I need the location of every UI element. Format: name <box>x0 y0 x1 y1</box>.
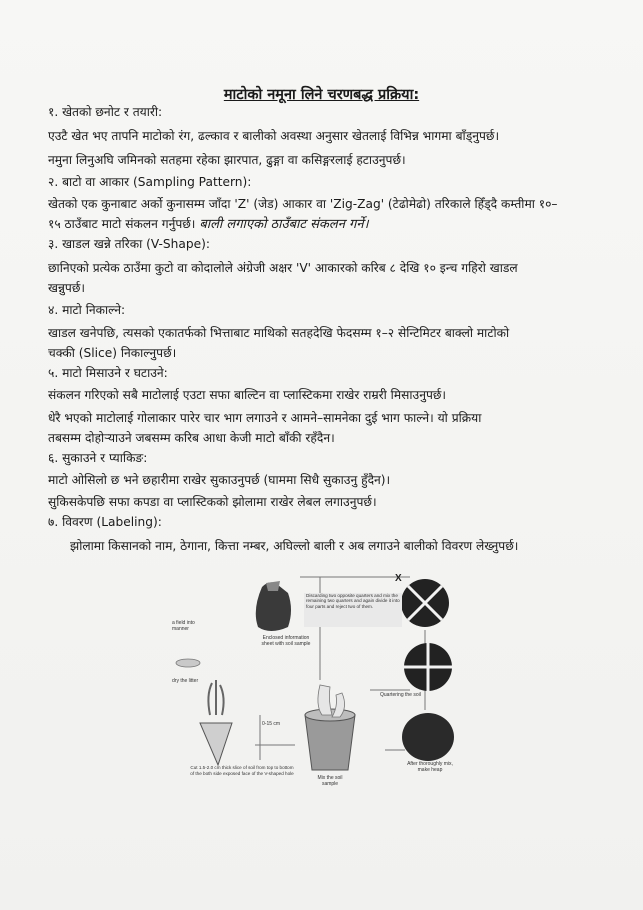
paragraph-line: संकलन गरिएको सबै माटोलाई एउटा सफा बाल्टिन वा प्लास्टिकमा राखेर राम्ररी मिसाउनुपर्छ। <box>48 388 447 402</box>
discard-x-mark: X <box>395 573 402 584</box>
tool-image <box>176 659 200 667</box>
enclosed-sheet-text: Enclosed information sheet with soil sample <box>261 635 311 647</box>
paragraph-line: खन्नुपर्छ। <box>48 281 86 295</box>
paragraph-line: खेतको एक कुनाबाट अर्को कुनासम्म जाँदा 'Z' (जेड) आकार वा 'Zig-Zag' (टेढोमेढो) तरिकाले हिँड्दै कम्तीमा १०– <box>48 197 558 211</box>
paragraph-line: तबसम्म दोहोऱ्याउने जबसम्म करिब आधा केजी माटो बाँकी रहँदैन। <box>48 431 335 445</box>
paragraph-line: झोलामा किसानको नाम, ठेगाना, कित्ता नम्बर, अघिल्लो बाली र अब लगाउने बालीको विवरण लेख्नुपर्छ। <box>70 539 519 553</box>
heading-6: ६. सुकाउने र प्याकिङ: <box>48 451 148 465</box>
paragraph-line: धेरै भएको माटोलाई गोलाकार पारेर चार भाग लगाउने र आमने–सामनेका दुई भाग फाल्ने। यो प्रक्रिया <box>48 411 482 425</box>
paragraph-line: चक्की (Slice) निकाल्नुपर्छ। <box>48 346 177 360</box>
heading-2: २. बाटो वा आकार (Sampling Pattern): <box>48 175 252 189</box>
field-text: a field into manner <box>172 620 195 632</box>
v-shaped-hole-image <box>200 680 260 765</box>
paragraph-line: छानिएको प्रत्येक ठाउँमा कुटो वा कोदालोले अंग्रेजी अक्षर 'V' आकारको करिब ८ देखि १० इन्च गहिरो खाडल <box>48 261 518 275</box>
paragraph-line <box>48 216 369 233</box>
quartered-soil-circle-middle <box>404 643 452 691</box>
heading-1: १. खेतको छनोट र तयारी: <box>48 105 163 119</box>
paragraph-line: सुकिसकेपछि सफा कपडा वा प्लास्टिकको झोलामा राखेर लेबल लगाउनुपर्छ। <box>48 495 377 509</box>
handwritten-note: बाली लगाएको ठाउँबाट संकलन गर्ने। <box>199 217 369 232</box>
document-title: माटोको नमूना लिने चरणबद्ध प्रक्रिया: <box>223 87 420 103</box>
heading-3: ३. खाडल खन्ने तरिका (V-Shape): <box>48 237 210 251</box>
paragraph-line: एउटै खेत भए तापनि माटोको रंग, ढल्काव र बालीको अवस्था अनुसार खेतलाई विभिन्न भागमा बाँड्नुपर्छ। <box>48 129 500 143</box>
mixing-bucket-image <box>305 685 355 770</box>
quarter-text: Discarding two opposite quarters and mix the remaining two quarters and again divide it into four parts and reject two of them. <box>306 593 400 609</box>
mix-sample-label: Mix the soil sample <box>317 775 343 787</box>
paragraph-text: १५ ठाउँबाट माटो संकलन गर्नुपर्छ। <box>48 217 196 231</box>
soil-heap <box>402 713 454 761</box>
dry-text: dry the litter <box>172 678 199 684</box>
paragraph-line: खाडल खनेपछि, त्यसको एकातर्फको भित्ताबाट माथिको सतहदेखि फेदसम्म १–२ सेन्टिमिटर बाक्लो माटोको <box>48 326 510 340</box>
soil-bag-image <box>256 581 291 631</box>
cut-slice-label: Cut 1.5-2.0 cm thick slice of soil from top to bottom of the both side exposed face of the V-shaped hole <box>190 765 294 776</box>
paragraph-line: नमुना लिनुअघि जमिनको सतहमा रहेका झारपात, ढुङ्गा वा कसिङ्गरलाई हटाउनुपर्छ। <box>48 153 406 167</box>
depth-label: 0-15 cm <box>262 721 281 727</box>
mix-heap-label: After thoroughly mix, make heap <box>407 761 453 773</box>
soil-sampling-figure <box>170 565 470 800</box>
heading-5: ५. माटो मिसाउने र घटाउने: <box>48 366 168 380</box>
heading-4: ४. माटो निकाल्ने: <box>48 303 126 317</box>
heading-7: ७. विवरण (Labeling): <box>48 515 162 529</box>
figure-svg <box>170 565 470 800</box>
paragraph-line: माटो ओसिलो छ भने छहारीमा राखेर सुकाउनुपर्छ (घाममा सिधै सुकाउनु हुँदैन)। <box>48 473 391 487</box>
quarter-text-holder <box>306 593 402 629</box>
quartering-label: Quartering the soil <box>380 692 421 698</box>
